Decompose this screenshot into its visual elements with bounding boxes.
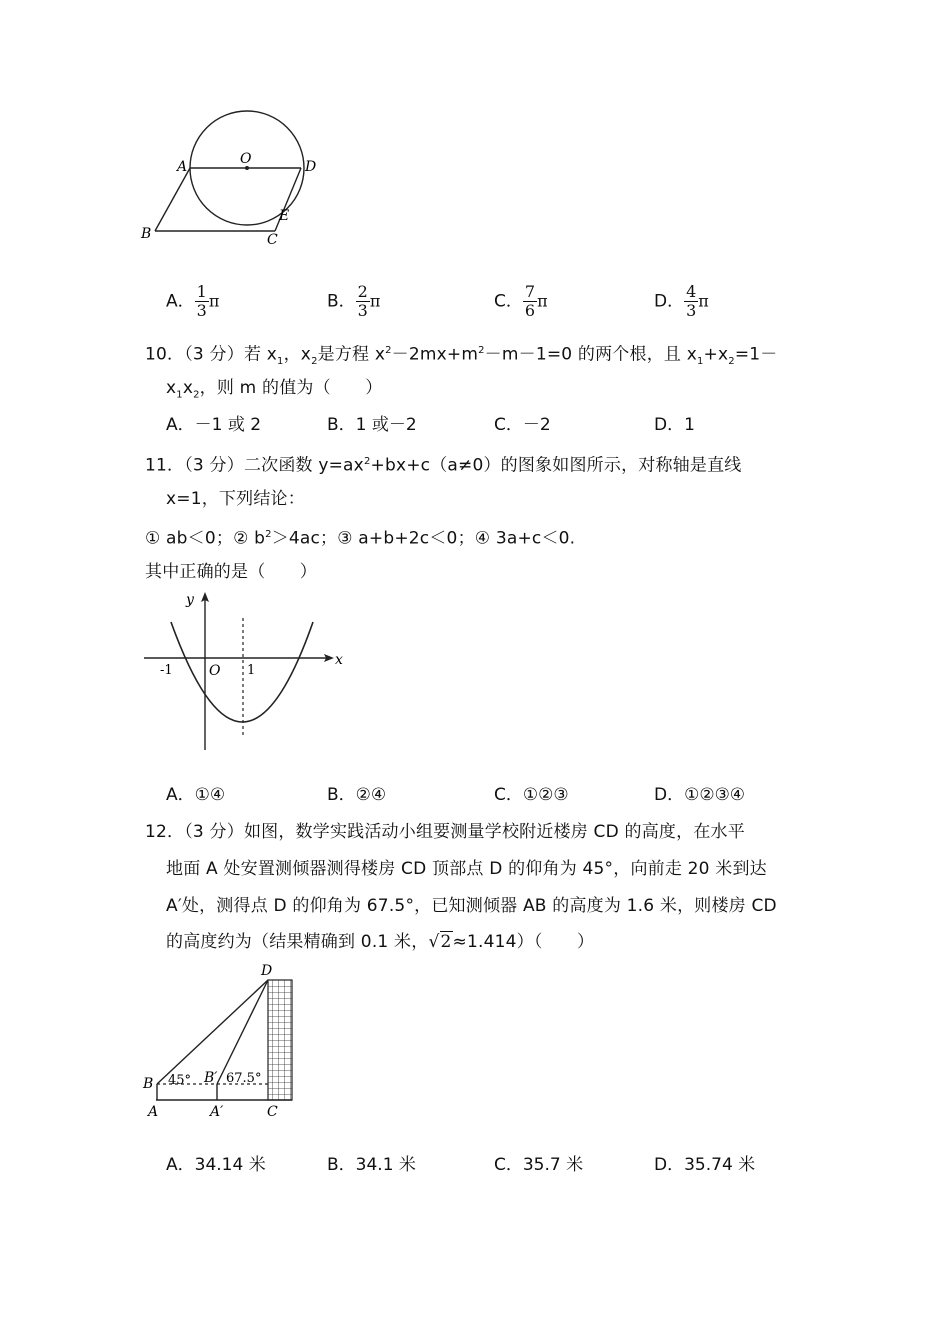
angle-45: 45° (168, 1073, 192, 1088)
side-ab (155, 168, 190, 231)
q9-option-d[interactable]: D． $\frac{4}{3}$ π (654, 282, 709, 320)
q12-line1: 12．（3 分）如图，数学实践活动小组要测量学校附近楼房 CD 的高度，在水平 (145, 822, 745, 842)
q11-option-d[interactable]: D．①②③④ (654, 785, 746, 805)
x-axis-label: x (335, 652, 343, 668)
q9-option-b[interactable]: B． $\frac{2}{3}$ π (327, 282, 381, 320)
origin-label: O (209, 663, 221, 679)
q11-parabola-graph (140, 588, 350, 758)
label-d: D (261, 963, 273, 979)
q12-option-b[interactable]: B．34.1 米 (327, 1155, 416, 1175)
label-a-prime: A′ (210, 1104, 224, 1120)
tick-neg1: -1 (160, 663, 173, 678)
q11-line2: x=1，下列结论： (166, 489, 305, 509)
q10-option-c[interactable]: C．－2 (494, 415, 551, 435)
q11-option-a[interactable]: A．①④ (166, 785, 226, 805)
label-d: D (305, 159, 317, 175)
q12-line4: 的高度约为（结果精确到 0.1 米，√2≈1.414）（ ） (166, 932, 595, 952)
y-axis-label: y (186, 592, 194, 608)
label-b: B (141, 226, 152, 242)
q9-option-c[interactable]: C． $\frac{7}{6}$ π (494, 282, 548, 320)
q12-option-d[interactable]: D．35.74 米 (654, 1155, 756, 1175)
fraction: $\frac{2}{3}$ (357, 282, 368, 320)
angle-67-5: 67.5° (226, 1071, 262, 1086)
q12-line2: 地面 A 处安置测倾器测得楼房 CD 顶部点 D 的仰角为 45°，向前走 20 米到达 (166, 859, 767, 879)
q11-line4: 其中正确的是（ ） (145, 562, 317, 582)
label-a: A (148, 1104, 159, 1120)
label-e: E (279, 208, 290, 224)
tick-1: 1 (247, 663, 256, 678)
label-a: A (177, 159, 188, 175)
option-letter: B． (327, 291, 356, 312)
q11-line1: 11．（3 分）二次函数 $y=ax^2+bx+c(a\ne 0)$的图象如图所示，对称轴是直线 (145, 455, 742, 476)
fraction: $\frac{4}{3}$ (686, 282, 697, 320)
q10-option-a[interactable]: A．－1 或 2 (166, 415, 262, 435)
building-cd (268, 980, 292, 1100)
label-c: C (267, 232, 278, 248)
option-letter: A． (166, 291, 195, 312)
label-c: C (267, 1104, 278, 1120)
q12-figure (140, 962, 300, 1122)
q10-line2: $x_1x_2$，则 m 的值为（ ） (166, 378, 383, 401)
q12-option-c[interactable]: C．35.7 米 (494, 1155, 584, 1175)
parabola-curve (171, 622, 313, 722)
q10-option-b[interactable]: B．1 或－2 (327, 415, 417, 435)
q11-option-b[interactable]: B．②④ (327, 785, 387, 805)
sqrt-symbol: √2 (428, 932, 452, 952)
q9-figure (135, 108, 335, 253)
q9-option-a[interactable]: A． $\frac{1}{3}$ π (166, 282, 220, 320)
q10-line1: 10．（3 分）若 $x_1$，$x_2$是方程 $x^2-2mx+m^2-m-1=0$ 的两个根，且 $x_1+x_2=1-$ (145, 344, 778, 368)
fraction: $\frac{7}{6}$ (524, 282, 536, 320)
label-b-prime: B′ (204, 1070, 218, 1086)
label-o: O (240, 151, 252, 167)
fraction: $\frac{1}{3}$ (196, 282, 207, 320)
q11-line3: ① ab＜0；② $b^2>4ac$；③ a+b+2c＜0；④ 3a+c＜0. (145, 528, 576, 549)
q10-option-d[interactable]: D．1 (654, 415, 695, 435)
option-letter: D． (654, 291, 685, 312)
q12-option-a[interactable]: A．34.14 米 (166, 1155, 266, 1175)
option-letter: C． (494, 291, 523, 312)
q12-line3: A′处，测得点 D 的仰角为 67.5°，已知测倾器 AB 的高度为 1.6 米，则楼房 CD (166, 896, 777, 916)
sightline-b2d (217, 980, 268, 1084)
label-b: B (143, 1076, 154, 1092)
q11-option-c[interactable]: C．①②③ (494, 785, 569, 805)
sightline-bd (157, 980, 268, 1084)
